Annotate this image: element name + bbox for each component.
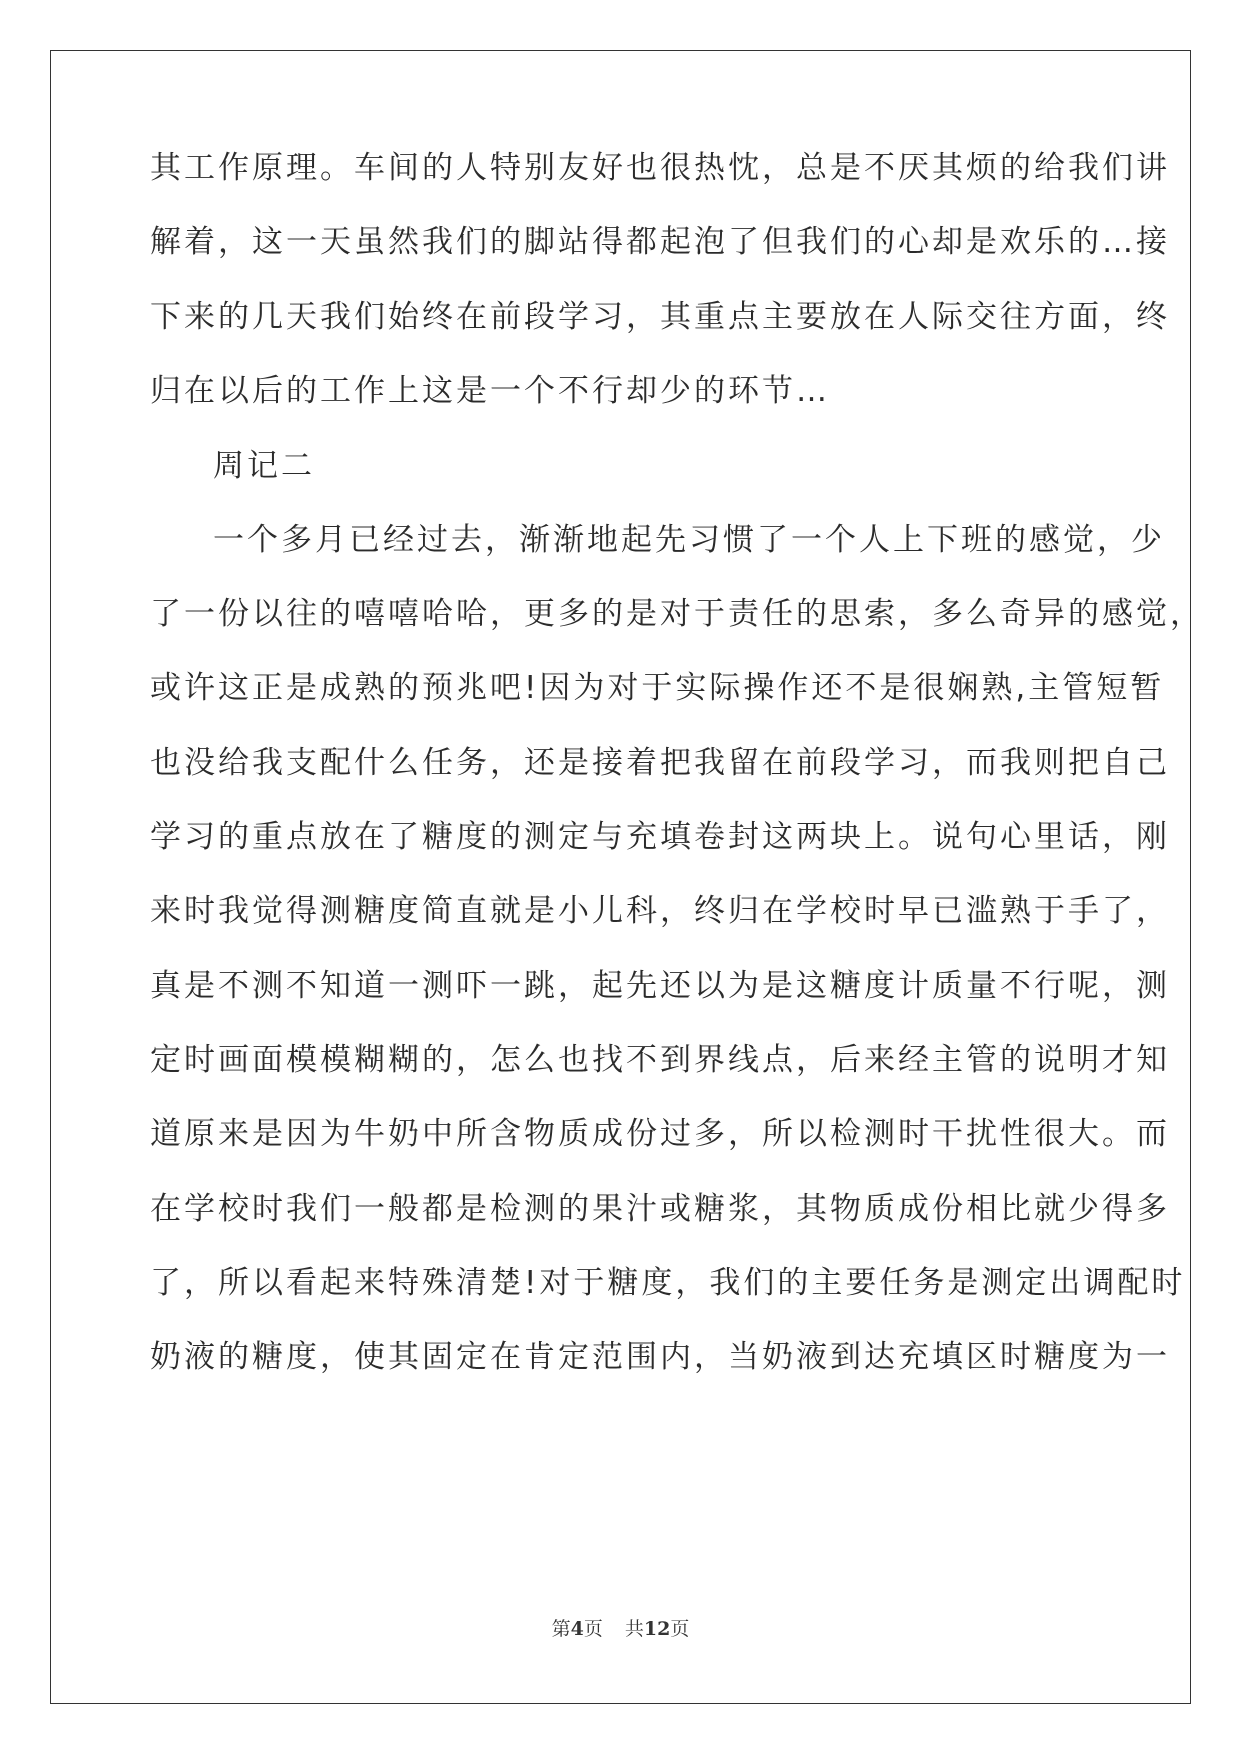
page-prefix: 第 (551, 1618, 571, 1640)
text-line: 奶液的糖度，使其固定在肯定范围内，当奶液到达充填区时糖度为一 (150, 1339, 1170, 1375)
text-line: 或许这正是成熟的预兆吧!因为对于实际操作还不是很娴熟,主管短暂 (150, 670, 1165, 706)
text-line: 来时我觉得测糖度简直就是小儿科，终归在学校时早已滥熟于手了， (150, 893, 1170, 929)
text-line: 解着，这一天虽然我们的脚站得都起泡了但我们的心却是欢乐的…接 (150, 224, 1170, 260)
text-line: 也没给我支配什么任务，还是接着把我留在前段学习，而我则把自己 (150, 745, 1170, 781)
text-line: 道原来是因为牛奶中所含物质成份过多，所以检测时干扰性很大。而 (150, 1116, 1170, 1152)
total-pages: 12 (643, 1618, 671, 1640)
text-line: 学习的重点放在了糖度的测定与充填卷封这两块上。说句心里话，刚 (150, 819, 1170, 855)
text-line: 其工作原理。车间的人特别友好也很热忱，总是不厌其烦的给我们讲 (150, 150, 1170, 186)
text-line: 定时画面模模糊糊的，怎么也找不到界线点，后来经主管的说明才知 (150, 1042, 1170, 1078)
total-prefix: 共 (624, 1618, 644, 1640)
text-line: 在学校时我们一般都是检测的果汁或糖浆，其物质成份相比就少得多 (150, 1191, 1170, 1227)
text-line: 了，所以看起来特殊清楚!对于糖度，我们的主要任务是测定出调配时 (150, 1265, 1186, 1301)
section-heading: 周记二 (213, 448, 315, 484)
page-number: 4 (570, 1618, 584, 1640)
text-line: 一个多月已经过去，渐渐地起先习惯了一个人上下班的感觉，少 (213, 522, 1165, 558)
total-suffix: 页 (670, 1618, 690, 1640)
page-suffix: 页 (583, 1618, 603, 1640)
page-footer (0, 1614, 1241, 1641)
text-line: 归在以后的工作上这是一个不行却少的环节… (150, 373, 830, 409)
text-line: 了一份以往的嘻嘻哈哈，更多的是对于责任的思索，多么奇异的感觉， (150, 596, 1204, 632)
text-line: 真是不测不知道一测吓一跳，起先还以为是这糖度计质量不行呢，测 (150, 968, 1170, 1004)
text-line: 下来的几天我们始终在前段学习，其重点主要放在人际交往方面，终 (150, 299, 1170, 335)
